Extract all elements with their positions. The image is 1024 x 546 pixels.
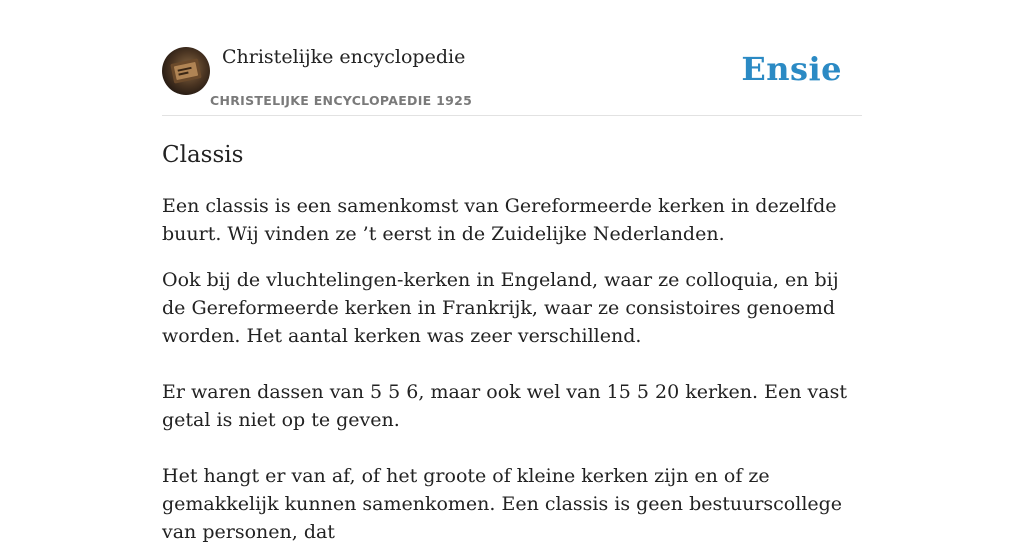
source-header [162,40,862,116]
ensie-logo-link[interactable]: Ensie [741,50,842,88]
article-title: Classis [162,142,244,168]
article-paragraph: Een classis is een samenkomst van Gereformeerde kerken in dezelfde buurt. Wij vinden ze ’t eerst in de Zuidelijke Nederlanden. [162,195,837,245]
source-title[interactable]: Christelijke encyclopedie [222,46,466,68]
source-subtitle[interactable]: CHRISTELIJKE ENCYCLOPAEDIE 1925 [210,93,473,108]
book-cover-icon [162,47,210,95]
source-avatar[interactable] [162,47,210,95]
article-paragraph: Er waren dassen van 5 5 6, maar ook wel van 15 5 20 kerken. Een vast getal is niet op te geven. [162,381,847,431]
article-paragraph: Ook bij de vluchtelingen-kerken in Engeland, waar ze colloquia, en bij de Gereformeerde kerken in Frankrijk, waar ze consistoires genoemd worden. Het aantal kerken was zeer verschillend. [162,269,839,347]
article [162,138,862,546]
article-paragraph: Het hangt er van af, of het groote of kleine kerken zijn en of ze gemakkelijk kunnen samenkomen. Een classis is geen bestuurscollege van personen, dat [162,465,843,543]
